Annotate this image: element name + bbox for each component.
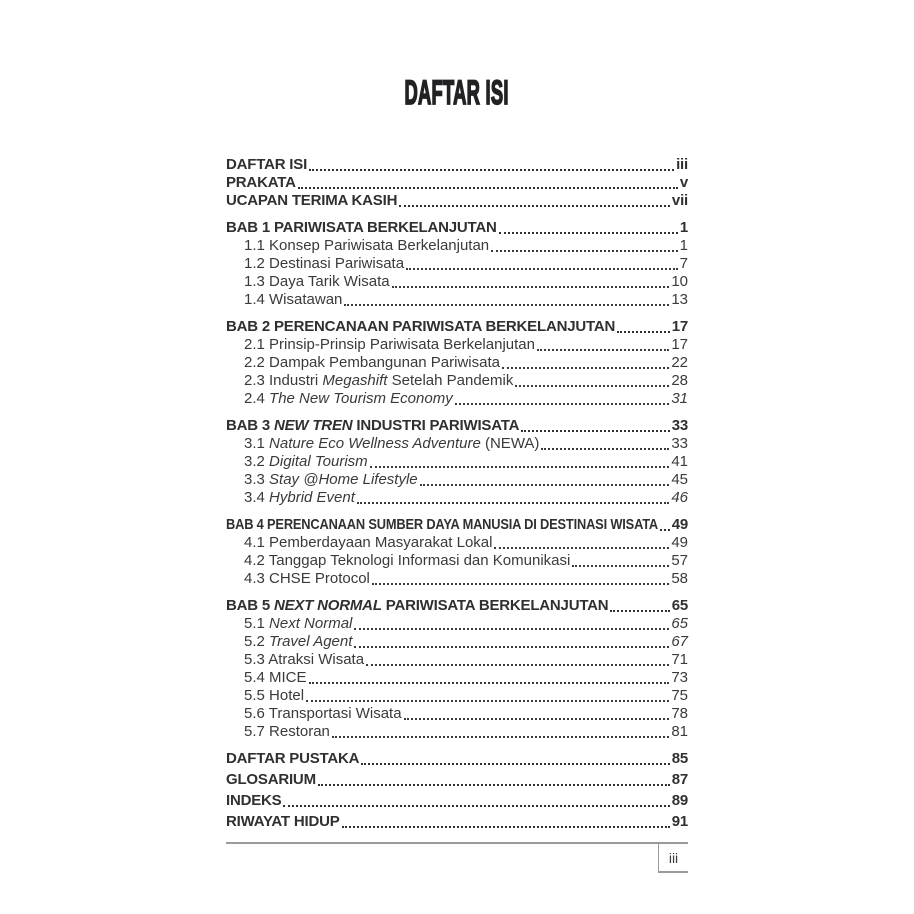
toc-entry-page: 17	[671, 318, 688, 335]
toc-entry-page: 85	[671, 750, 688, 767]
toc-entry-page: 87	[671, 771, 688, 788]
toc-entry-label: GLOSARIUM	[226, 771, 316, 788]
toc-entry-label: BAB 1 PARIWISATA BERKELANJUTAN	[226, 219, 497, 236]
toc-entry	[226, 435, 688, 453]
toc-entry	[226, 273, 688, 291]
toc-entry-label: 3.1 Nature Eco Wellness Adventure (NEWA)	[244, 435, 540, 452]
toc-leader-dots	[491, 250, 678, 252]
toc-entry-page: 71	[671, 651, 688, 668]
toc-entry	[226, 651, 688, 669]
toc-entry-page: 78	[671, 705, 688, 722]
toc-leader-dots	[318, 784, 670, 786]
toc-entry-page: 75	[671, 687, 688, 704]
toc-entry-page: 46	[671, 489, 688, 506]
toc-entry-page: 41	[671, 453, 688, 470]
toc-leader-dots	[309, 169, 674, 171]
toc-entry-page: vii	[671, 192, 688, 209]
toc-leader-dots	[370, 466, 670, 468]
toc-entry-label: 4.2 Tanggap Teknologi Informasi dan Komunikasi	[244, 552, 571, 569]
toc-entry-page: 1	[679, 237, 688, 254]
toc-entry-label: BAB 4 PERENCANAAN SUMBER DAYA MANUSIA DI DESTINASI WISATA	[226, 516, 659, 533]
toc-leader-dots	[344, 304, 669, 306]
toc-leader-dots	[617, 331, 670, 333]
toc-entry-page: 17	[671, 336, 688, 353]
toc-group-bab-3	[226, 417, 688, 507]
toc-entry-label: 2.3 Industri Megashift Setelah Pandemik	[244, 372, 514, 389]
toc-leader-dots	[361, 763, 669, 765]
toc-entry-page: 33	[671, 435, 688, 452]
toc-entry-page: 65	[671, 615, 688, 632]
toc-entry-page: 13	[671, 291, 688, 308]
toc-entry	[226, 192, 688, 210]
toc-entry	[226, 219, 688, 237]
toc-leader-dots	[521, 430, 669, 432]
toc-entry-page: 28	[671, 372, 688, 389]
toc-entry	[226, 372, 688, 390]
toc-list	[226, 156, 688, 831]
toc-leader-dots	[392, 286, 670, 288]
toc-group-bab-2	[226, 318, 688, 408]
toc-entry-page: 1	[679, 219, 688, 236]
toc-entry-page: 22	[671, 354, 688, 371]
toc-entry-page: 10	[671, 273, 688, 290]
toc-entry-label: 3.4 Hybrid Event	[244, 489, 355, 506]
page-content	[226, 74, 688, 831]
toc-entry	[226, 705, 688, 723]
toc-entry-label: BAB 3 NEW TREN INDUSTRI PARIWISATA	[226, 417, 520, 434]
toc-entry	[226, 552, 688, 570]
toc-group-bab-5	[226, 597, 688, 741]
toc-entry-page: 67	[671, 633, 688, 650]
toc-entry-page: iii	[676, 156, 688, 173]
toc-entry	[226, 489, 688, 507]
toc-entry	[226, 669, 688, 687]
toc-entry-label: 4.3 CHSE Protocol	[244, 570, 370, 587]
toc-entry-label: 3.2 Digital Tourism	[244, 453, 368, 470]
toc-entry	[226, 570, 688, 588]
toc-entry	[226, 771, 688, 789]
footer-rule	[226, 842, 688, 844]
toc-leader-dots	[455, 403, 670, 405]
page-footer	[226, 842, 688, 873]
toc-entry	[226, 597, 688, 615]
toc-entry	[226, 318, 688, 336]
toc-entry	[226, 174, 688, 192]
toc-entry	[226, 813, 688, 831]
toc-leader-dots	[572, 565, 669, 567]
toc-entry	[226, 633, 688, 651]
toc-group-bab-4	[226, 516, 688, 588]
toc-entry	[226, 453, 688, 471]
toc-entry-label: UCAPAN TERIMA KASIH	[226, 192, 398, 209]
toc-leader-dots	[372, 583, 669, 585]
page-title-row	[226, 74, 688, 112]
footer-page-box	[658, 844, 688, 873]
toc-entry-label: PRAKATA	[226, 174, 296, 191]
toc-entry-page: 57	[671, 552, 688, 569]
toc-leader-dots	[283, 805, 669, 807]
toc-entry-label: RIWAYAT HIDUP	[226, 813, 340, 830]
toc-entry-label: 5.2 Travel Agent	[244, 633, 353, 650]
toc-entry-label: 4.1 Pemberdayaan Masyarakat Lokal	[244, 534, 493, 551]
toc-entry-label: DAFTAR PUSTAKA	[226, 750, 360, 767]
toc-entry	[226, 417, 688, 435]
toc-entry-page: v	[679, 174, 688, 191]
page-title: DAFTAR ISI	[404, 74, 510, 112]
toc-entry-label: 5.7 Restoran	[244, 723, 330, 740]
toc-entry	[226, 687, 688, 705]
toc-entry-page: 33	[671, 417, 688, 434]
toc-leader-dots	[306, 700, 669, 702]
toc-entry	[226, 390, 688, 408]
toc-leader-dots	[342, 826, 670, 828]
toc-leader-dots	[332, 736, 669, 738]
toc-entry	[226, 792, 688, 810]
toc-entry-page: 7	[679, 255, 688, 272]
toc-entry	[226, 336, 688, 354]
toc-entry-page: 45	[671, 471, 688, 488]
footer-page-number: iii	[668, 849, 679, 866]
toc-entry	[226, 255, 688, 273]
toc-entry-page: 65	[671, 597, 688, 614]
toc-entry-label: 5.5 Hotel	[244, 687, 305, 704]
toc-entry-label: 1.4 Wisatawan	[244, 291, 343, 308]
toc-leader-dots	[354, 628, 669, 630]
toc-entry-label: BAB 5 NEXT NORMAL PARIWISATA BERKELANJUTAN	[226, 597, 609, 614]
toc-entry	[226, 750, 688, 768]
toc-entry-label: 2.2 Dampak Pembangunan Pariwisata	[244, 354, 500, 371]
toc-group-bab-1	[226, 219, 688, 309]
toc-leader-dots	[354, 646, 669, 648]
toc-leader-dots	[298, 187, 678, 189]
toc-leader-dots	[399, 205, 670, 207]
toc-leader-dots	[357, 502, 669, 504]
toc-leader-dots	[309, 682, 670, 684]
toc-group-front-matter	[226, 156, 688, 210]
toc-entry-page: 91	[671, 813, 688, 830]
toc-entry	[226, 615, 688, 633]
toc-leader-dots	[541, 448, 669, 450]
toc-entry-label: INDEKS	[226, 792, 282, 809]
toc-entry-page: 89	[671, 792, 688, 809]
toc-entry-label: 1.1 Konsep Pariwisata Berkelanjutan	[244, 237, 490, 254]
toc-entry-label: 5.6 Transportasi Wisata	[244, 705, 402, 722]
toc-entry-label: 1.2 Destinasi Pariwisata	[244, 255, 405, 272]
toc-entry-page: 49	[671, 534, 688, 551]
toc-entry-page: 81	[671, 723, 688, 740]
toc-entry	[226, 291, 688, 309]
toc-entry-label: 2.4 The New Tourism Economy	[244, 390, 453, 407]
toc-leader-dots	[499, 232, 678, 234]
toc-leader-dots	[420, 484, 670, 486]
toc-leader-dots	[404, 718, 670, 720]
toc-entry	[226, 471, 688, 489]
toc-entry-label: 1.3 Daya Tarik Wisata	[244, 273, 390, 290]
toc-entry-label: DAFTAR ISI	[226, 156, 308, 173]
toc-entry	[226, 723, 688, 741]
toc-entry	[226, 237, 688, 255]
toc-entry-page: 49	[671, 516, 688, 533]
toc-group-back-matter	[226, 750, 688, 831]
toc-leader-dots	[660, 529, 670, 531]
toc-entry	[226, 534, 688, 552]
toc-entry	[226, 516, 688, 534]
toc-entry-page: 58	[671, 570, 688, 587]
toc-leader-dots	[515, 385, 669, 387]
toc-entry-label: 2.1 Prinsip-Prinsip Pariwisata Berkelanjutan	[244, 336, 535, 353]
toc-entry-page: 31	[671, 390, 688, 407]
toc-entry-page: 73	[671, 669, 688, 686]
toc-entry-label: BAB 2 PERENCANAAN PARIWISATA BERKELANJUTAN	[226, 318, 616, 335]
toc-leader-dots	[366, 664, 669, 666]
toc-leader-dots	[502, 367, 669, 369]
toc-entry	[226, 354, 688, 372]
toc-entry-label: 5.1 Next Normal	[244, 615, 353, 632]
toc-leader-dots	[406, 268, 678, 270]
toc-entry-label: 3.3 Stay @Home Lifestyle	[244, 471, 418, 488]
toc-leader-dots	[537, 349, 669, 351]
toc-entry-label: 5.4 MICE	[244, 669, 307, 686]
toc-leader-dots	[610, 610, 669, 612]
toc-leader-dots	[494, 547, 669, 549]
toc-entry	[226, 156, 688, 174]
toc-entry-label: 5.3 Atraksi Wisata	[244, 651, 365, 668]
